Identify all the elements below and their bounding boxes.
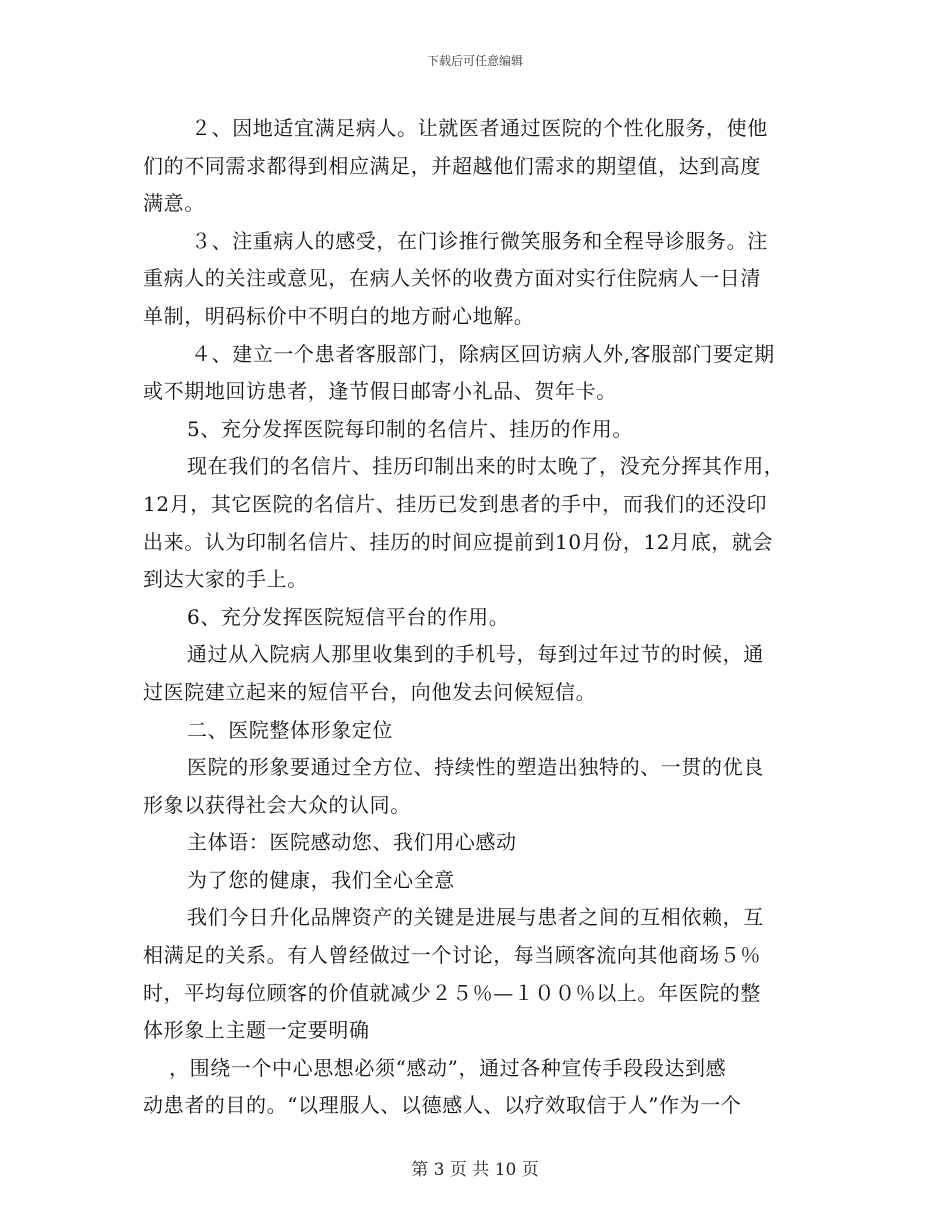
text-line: 过医院建立起来的短信平台，向他发去问候短信。	[143, 679, 597, 704]
text-line: 们的不同需求都得到相应满足，并超越他们需求的期望值，达到高度	[143, 153, 761, 178]
text-line: 或不期地回访患者，逢节假日邮寄小礼品、贺年卡。	[143, 379, 617, 404]
text-line: 12月，其它医院的名信片、挂历已发到患者的手中，而我们的还没印	[143, 491, 768, 516]
text-line: 单制，明码标价中不明白的地方耐心地解。	[143, 303, 535, 328]
text-line: 我们今日升化品牌资产的关键是进展与患者之间的互相依赖，互	[187, 905, 764, 930]
text-line: ２、因地适宜满足病人。让就医者通过医院的个性化服务，使他	[191, 116, 768, 140]
document-body	[143, 110, 808, 1125]
text-line: ，围绕一个中心思想必须“感动”，通过各种宣传手段段达到感	[169, 1055, 727, 1080]
text-line: ３、注重病人的感受，在门诊推行微笑服务和全程导诊服务。注	[191, 228, 768, 253]
text-line: 5、充分发挥医院每印制的名信片、挂历的作用。	[187, 416, 633, 441]
text-line: 通过从入院病人那里收集到的手机号，每到过年过节的时候，通	[187, 642, 764, 667]
text-line: 形象以获得社会大众的认同。	[143, 792, 411, 817]
text-line: 为了您的健康，我们全心全意	[187, 867, 455, 892]
text-line: 现在我们的名信片、挂历印制出来的时太晚了，没充分挥其作用，	[187, 454, 785, 479]
text-line: 医院的形象要通过全方位、持续性的塑造出独特的、一贯的优良	[187, 755, 764, 780]
text-line: 主体语：医院感动您、我们用心感动	[187, 830, 517, 855]
text-line: 时，平均每位顾客的价值就减少２５％—１００％以上。年医院的整	[143, 980, 761, 1005]
text-line: 体形象上主题一定要明确	[143, 1018, 370, 1043]
page-footer: 第 3 页 共 10 页	[411, 1160, 539, 1180]
text-line: 重病人的关注或意见，在病人关怀的收费方面对实行住院病人一日清	[143, 266, 761, 291]
text-line: 出来。认为印制名信片、挂历的时间应提前到10月份，12月底，就会	[143, 529, 774, 554]
text-line: 相满足的关系。有人曾经做过一个讨论，每当顾客流向其他商场５％	[143, 943, 761, 968]
text-line: 到达大家的手上。	[143, 567, 308, 592]
text-line: 动患者的目的。“以理服人、以德感人、以疗效取信于人”作为一个	[143, 1093, 742, 1118]
text-line: 二、医院整体形象定位	[187, 717, 393, 742]
page-header: 下载后可任意编辑	[426, 54, 523, 68]
text-line: 满意。	[143, 191, 205, 216]
text-line: 6、充分发挥医院短信平台的作用。	[187, 604, 510, 629]
text-line: ４、建立一个患者客服部门，除病区回访病人外,客服部门要定期	[191, 341, 775, 366]
